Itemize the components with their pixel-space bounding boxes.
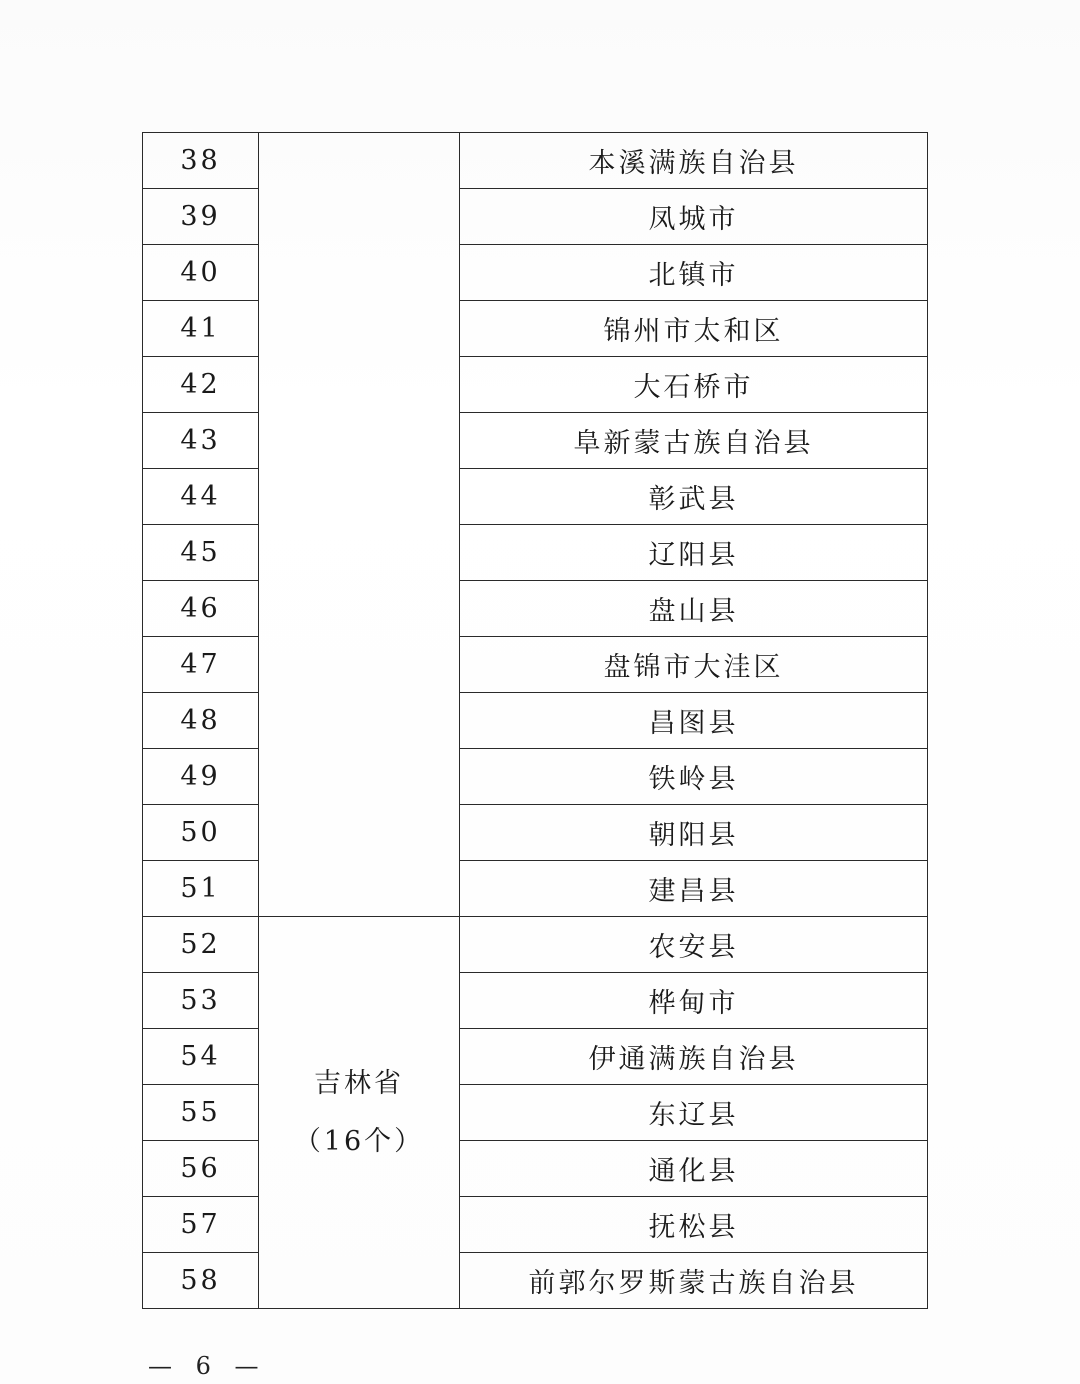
county-name: 桦甸市 — [460, 973, 928, 1029]
province-cell — [259, 917, 460, 1309]
province-count: （16个） — [293, 1125, 425, 1157]
county-name: 辽阳县 — [460, 525, 928, 581]
row-number: 52 — [143, 917, 259, 973]
row-number: 49 — [143, 749, 259, 805]
row-number: 51 — [143, 861, 259, 917]
row-number: 50 — [143, 805, 259, 861]
county-name: 抚松县 — [460, 1197, 928, 1253]
county-name: 通化县 — [460, 1141, 928, 1197]
province-cell — [259, 133, 460, 917]
county-name: 阜新蒙古族自治县 — [460, 413, 928, 469]
county-name: 大石桥市 — [460, 357, 928, 413]
county-name: 昌图县 — [460, 693, 928, 749]
row-number: 53 — [143, 973, 259, 1029]
county-name: 凤城市 — [460, 189, 928, 245]
row-number: 46 — [143, 581, 259, 637]
row-number: 58 — [143, 1253, 259, 1309]
county-name: 朝阳县 — [460, 805, 928, 861]
row-number: 56 — [143, 1141, 259, 1197]
page-number: — 6 — — [148, 1352, 267, 1380]
county-name: 锦州市太和区 — [460, 301, 928, 357]
county-name: 本溪满族自治县 — [460, 133, 928, 189]
province-label — [259, 1055, 459, 1171]
county-name: 农安县 — [460, 917, 928, 973]
row-number: 39 — [143, 189, 259, 245]
row-number: 48 — [143, 693, 259, 749]
county-name: 北镇市 — [460, 245, 928, 301]
row-number: 42 — [143, 357, 259, 413]
row-number: 55 — [143, 1085, 259, 1141]
row-number: 44 — [143, 469, 259, 525]
table-row — [143, 133, 928, 189]
county-name: 东辽县 — [460, 1085, 928, 1141]
county-name: 盘山县 — [460, 581, 928, 637]
table-row — [143, 917, 928, 973]
county-name: 铁岭县 — [460, 749, 928, 805]
county-name: 建昌县 — [460, 861, 928, 917]
row-number: 57 — [143, 1197, 259, 1253]
county-name: 前郭尔罗斯蒙古族自治县 — [460, 1253, 928, 1309]
row-number: 40 — [143, 245, 259, 301]
row-number: 47 — [143, 637, 259, 693]
province-name: 吉林省 — [314, 1067, 404, 1099]
row-number: 41 — [143, 301, 259, 357]
row-number: 38 — [143, 133, 259, 189]
county-name: 彰武县 — [460, 469, 928, 525]
row-number: 54 — [143, 1029, 259, 1085]
county-list-table — [142, 132, 928, 1309]
row-number: 45 — [143, 525, 259, 581]
row-number: 43 — [143, 413, 259, 469]
county-name: 伊通满族自治县 — [460, 1029, 928, 1085]
county-name: 盘锦市大洼区 — [460, 637, 928, 693]
